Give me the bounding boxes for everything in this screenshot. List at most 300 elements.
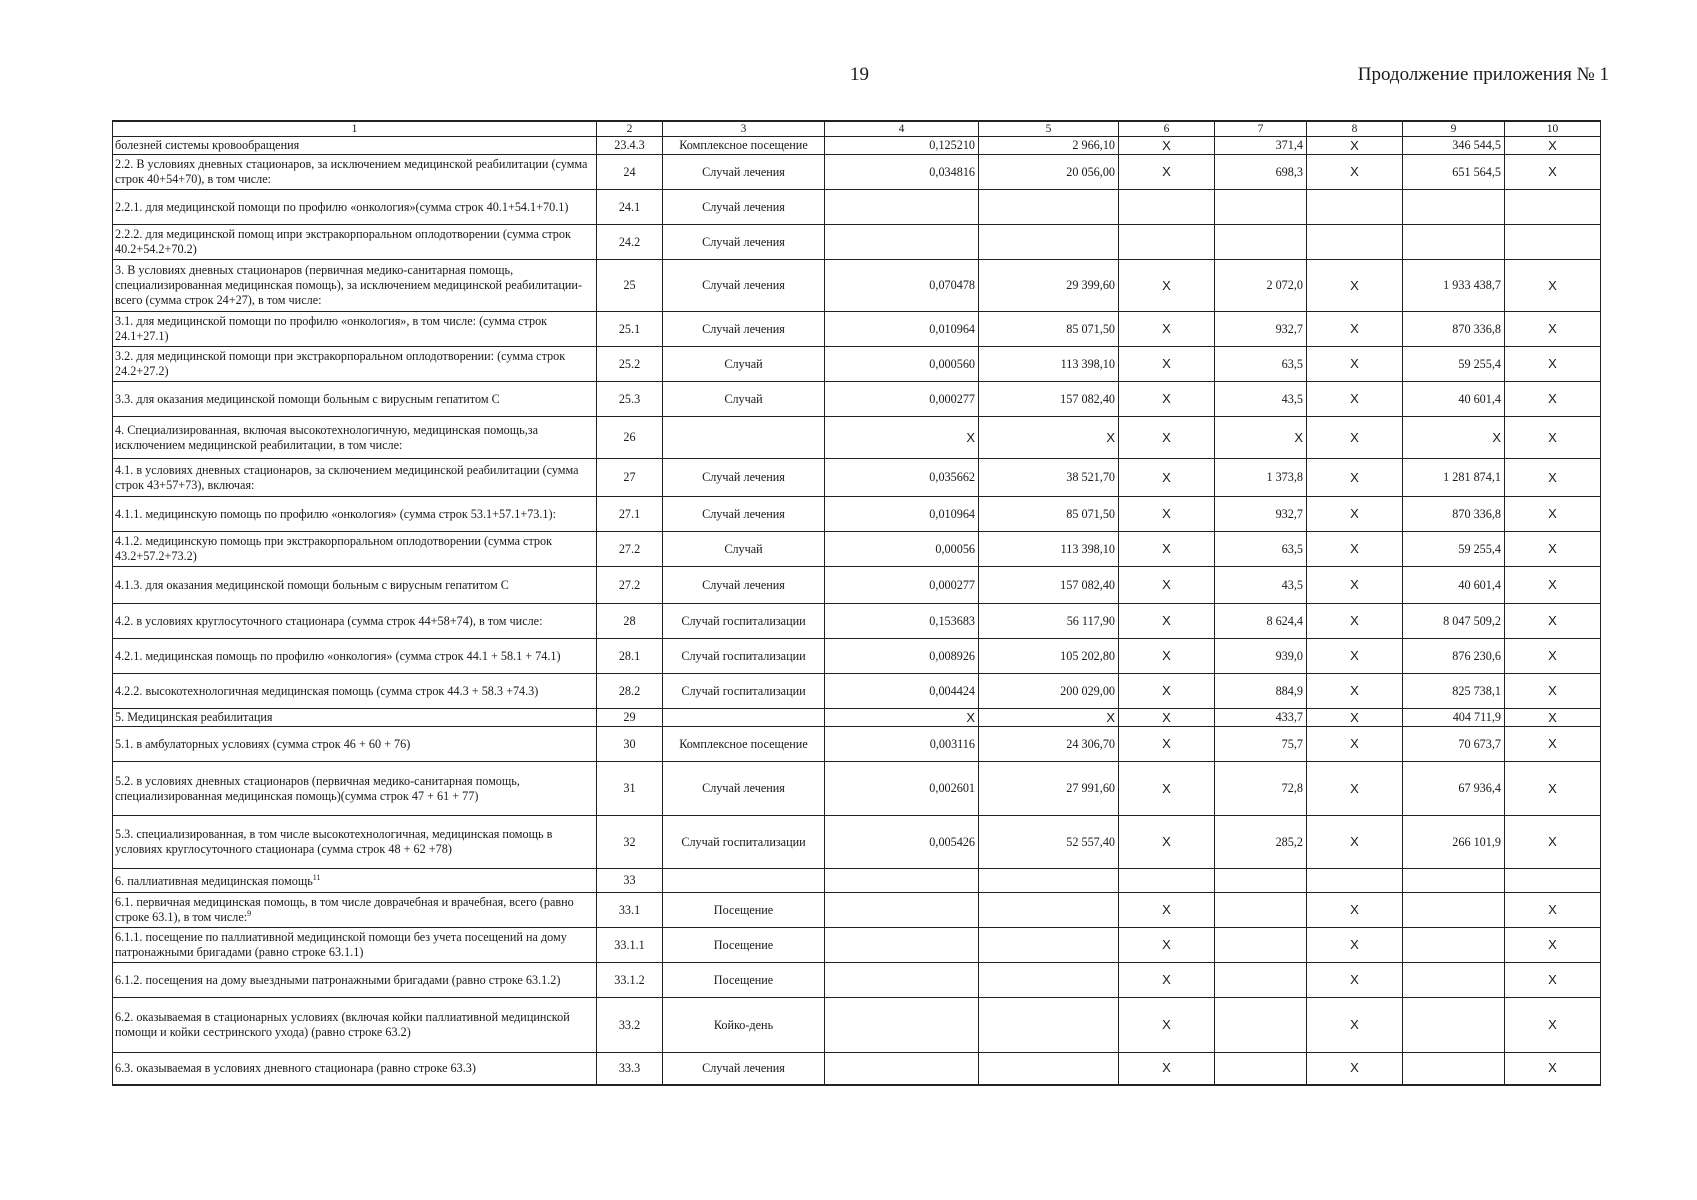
table-row	[113, 963, 1601, 998]
col4-cell: 0,00056	[825, 532, 979, 567]
col8-cell: X	[1307, 382, 1403, 417]
unit-cell: Случай	[663, 532, 825, 567]
col8-cell: X	[1307, 604, 1403, 639]
row-name-cell: 4.1. в условиях дневных стационаров, за сключением медицинской реабилитации (сумма строк 43+57+73), включая:	[113, 459, 597, 497]
col8-cell: X	[1307, 347, 1403, 382]
table-row	[113, 639, 1601, 674]
row-number-cell: 33.3	[597, 1053, 663, 1085]
col5-cell: 27 991,60	[979, 762, 1119, 816]
col7-cell: 698,3	[1215, 155, 1307, 190]
row-number-cell: 29	[597, 709, 663, 727]
col5-cell	[979, 928, 1119, 963]
row-name-cell: 6.2. оказываемая в стационарных условиях (включая койки паллиативной медицинской помощи и койки сестринского ухода) (равно строке 63.2)	[113, 998, 597, 1053]
col4-cell: X	[825, 709, 979, 727]
unit-cell: Случай госпитализации	[663, 639, 825, 674]
row-name-cell	[113, 893, 597, 928]
col4-cell	[825, 225, 979, 260]
unit-cell	[663, 869, 825, 893]
row-number-cell: 30	[597, 727, 663, 762]
col10-cell: X	[1505, 639, 1601, 674]
col5-cell: 20 056,00	[979, 155, 1119, 190]
col10-cell: X	[1505, 727, 1601, 762]
unit-cell: Случай лечения	[663, 567, 825, 604]
table-row	[113, 532, 1601, 567]
table-row	[113, 674, 1601, 709]
row-name-cell: 4.1.1. медицинскую помощь по профилю «онкология» (сумма строк 53.1+57.1+73.1):	[113, 497, 597, 532]
row-number-cell: 27	[597, 459, 663, 497]
col10-cell: X	[1505, 347, 1601, 382]
col7-cell: 2 072,0	[1215, 260, 1307, 312]
table-row	[113, 816, 1601, 869]
col10-cell: X	[1505, 567, 1601, 604]
row-number-cell: 25	[597, 260, 663, 312]
col6-cell: X	[1119, 459, 1215, 497]
col5-cell: 29 399,60	[979, 260, 1119, 312]
col7-cell	[1215, 928, 1307, 963]
row-number-cell: 25.3	[597, 382, 663, 417]
col9-cell: 346 544,5	[1403, 137, 1505, 155]
col4-cell: 0,003116	[825, 727, 979, 762]
col5-cell: 85 071,50	[979, 497, 1119, 532]
col6-cell: X	[1119, 567, 1215, 604]
col8-cell: X	[1307, 532, 1403, 567]
row-number-cell: 28.1	[597, 639, 663, 674]
col7-cell: 433,7	[1215, 709, 1307, 727]
col10-cell: X	[1505, 816, 1601, 869]
unit-cell: Посещение	[663, 893, 825, 928]
col6-cell: X	[1119, 260, 1215, 312]
col8-cell: X	[1307, 928, 1403, 963]
col7-cell: X	[1215, 417, 1307, 459]
col4-cell: X	[825, 417, 979, 459]
col9-cell: 870 336,8	[1403, 312, 1505, 347]
row-number-cell: 28.2	[597, 674, 663, 709]
col7-cell: 43,5	[1215, 382, 1307, 417]
col7-cell: 932,7	[1215, 312, 1307, 347]
col10-cell: X	[1505, 963, 1601, 998]
col5-cell: 105 202,80	[979, 639, 1119, 674]
row-name-cell: 5. Медицинская реабилитация	[113, 709, 597, 727]
col6-cell: X	[1119, 347, 1215, 382]
row-number-cell: 26	[597, 417, 663, 459]
table-row	[113, 347, 1601, 382]
data-table	[112, 120, 1601, 1086]
col5-cell	[979, 190, 1119, 225]
col8-cell	[1307, 869, 1403, 893]
row-number-cell: 31	[597, 762, 663, 816]
unit-cell: Случай госпитализации	[663, 674, 825, 709]
col9-cell	[1403, 1053, 1505, 1085]
col9-cell: 8 047 509,2	[1403, 604, 1505, 639]
col8-cell: X	[1307, 260, 1403, 312]
col4-cell	[825, 928, 979, 963]
col7-cell: 884,9	[1215, 674, 1307, 709]
unit-cell: Случай госпитализации	[663, 604, 825, 639]
col8-cell: X	[1307, 312, 1403, 347]
col6-cell: X	[1119, 1053, 1215, 1085]
row-number-cell: 33.1	[597, 893, 663, 928]
col10-cell: X	[1505, 762, 1601, 816]
row-number-cell: 33.1.2	[597, 963, 663, 998]
col10-cell: X	[1505, 155, 1601, 190]
col4-cell: 0,004424	[825, 674, 979, 709]
row-name-cell: 4.1.2. медицинскую помощь при экстракорпоральном оплодотворении (сумма строк 43.2+57.2+73.2)	[113, 532, 597, 567]
col8-cell: X	[1307, 155, 1403, 190]
col4-cell	[825, 190, 979, 225]
column-number-header: 5	[979, 121, 1119, 137]
col10-cell: X	[1505, 497, 1601, 532]
col6-cell: X	[1119, 639, 1215, 674]
unit-cell: Случай	[663, 382, 825, 417]
col6-cell: X	[1119, 762, 1215, 816]
col4-cell	[825, 893, 979, 928]
column-number-header: 4	[825, 121, 979, 137]
unit-cell: Случай лечения	[663, 497, 825, 532]
row-name-cell: 6.3. оказываемая в условиях дневного стационара (равно строке 63.3)	[113, 1053, 597, 1085]
col10-cell: X	[1505, 137, 1601, 155]
col4-cell: 0,008926	[825, 639, 979, 674]
row-name-cell: 3.1. для медицинской помощи по профилю «онкология», в том числе: (сумма строк 24.1+27.1)	[113, 312, 597, 347]
col8-cell: X	[1307, 639, 1403, 674]
col5-cell: 2 966,10	[979, 137, 1119, 155]
column-number-header: 10	[1505, 121, 1601, 137]
row-number-cell: 23.4.3	[597, 137, 663, 155]
row-name-cell: 5.2. в условиях дневных стационаров (первичная медико-санитарная помощь, специализированная медицинская помощь)(сумма строк 47 + 61 + 77)	[113, 762, 597, 816]
table-row	[113, 998, 1601, 1053]
col9-cell: 404 711,9	[1403, 709, 1505, 727]
col6-cell: X	[1119, 963, 1215, 998]
col8-cell: X	[1307, 893, 1403, 928]
col10-cell: X	[1505, 1053, 1601, 1085]
table-row	[113, 727, 1601, 762]
col7-cell: 72,8	[1215, 762, 1307, 816]
col5-cell: 85 071,50	[979, 312, 1119, 347]
col9-cell: 651 564,5	[1403, 155, 1505, 190]
col4-cell: 0,000560	[825, 347, 979, 382]
col6-cell: X	[1119, 417, 1215, 459]
col5-cell	[979, 893, 1119, 928]
table-row	[113, 1053, 1601, 1085]
unit-cell: Комплексное посещение	[663, 727, 825, 762]
column-number-header: 9	[1403, 121, 1505, 137]
table-row	[113, 137, 1601, 155]
footnote-marker: 9	[247, 909, 252, 919]
table-row	[113, 155, 1601, 190]
col4-cell: 0,153683	[825, 604, 979, 639]
col5-cell: X	[979, 709, 1119, 727]
row-name-cell: болезней системы кровообращения	[113, 137, 597, 155]
col7-cell: 75,7	[1215, 727, 1307, 762]
row-name-cell: 4.1.3. для оказания медицинской помощи больным с вирусным гепатитом С	[113, 567, 597, 604]
col8-cell: X	[1307, 816, 1403, 869]
table-row	[113, 260, 1601, 312]
col7-cell	[1215, 998, 1307, 1053]
col5-cell	[979, 963, 1119, 998]
col8-cell	[1307, 225, 1403, 260]
col4-cell	[825, 998, 979, 1053]
col4-cell: 0,010964	[825, 497, 979, 532]
col6-cell: X	[1119, 727, 1215, 762]
col4-cell: 0,000277	[825, 567, 979, 604]
table-row	[113, 312, 1601, 347]
col10-cell	[1505, 225, 1601, 260]
col5-cell: 56 117,90	[979, 604, 1119, 639]
table-header-row	[113, 121, 1601, 137]
table-row	[113, 567, 1601, 604]
page-number: 19	[850, 64, 869, 85]
col4-cell: 0,002601	[825, 762, 979, 816]
row-number-cell: 33	[597, 869, 663, 893]
unit-cell: Случай лечения	[663, 312, 825, 347]
col5-cell	[979, 1053, 1119, 1085]
col8-cell: X	[1307, 674, 1403, 709]
col5-cell	[979, 225, 1119, 260]
unit-cell: Случай лечения	[663, 762, 825, 816]
row-name-cell: 4. Специализированная, включая высокотехнологичную, медицинская помощь,за исключением медицинской реабилитации, в том числе:	[113, 417, 597, 459]
col6-cell: X	[1119, 137, 1215, 155]
row-name-cell: 3.3. для оказания медицинской помощи больным с вирусным гепатитом С	[113, 382, 597, 417]
col10-cell: X	[1505, 382, 1601, 417]
unit-cell: Случай госпитализации	[663, 816, 825, 869]
col10-cell	[1505, 190, 1601, 225]
col5-cell	[979, 869, 1119, 893]
unit-cell	[663, 709, 825, 727]
row-number-cell: 25.2	[597, 347, 663, 382]
col9-cell: 876 230,6	[1403, 639, 1505, 674]
col7-cell	[1215, 225, 1307, 260]
col9-cell: 1 933 438,7	[1403, 260, 1505, 312]
col6-cell: X	[1119, 816, 1215, 869]
col9-cell: 59 255,4	[1403, 347, 1505, 382]
col9-cell: 266 101,9	[1403, 816, 1505, 869]
col7-cell: 371,4	[1215, 137, 1307, 155]
col10-cell: X	[1505, 459, 1601, 497]
row-name-cell: 2.2. В условиях дневных стационаров, за исключением медицинской реабилитации (сумма строк 40+54+70), в том числе:	[113, 155, 597, 190]
col10-cell: X	[1505, 998, 1601, 1053]
col4-cell: 0,070478	[825, 260, 979, 312]
table-row	[113, 893, 1601, 928]
col9-cell: 40 601,4	[1403, 382, 1505, 417]
col10-cell: X	[1505, 604, 1601, 639]
col5-cell: 38 521,70	[979, 459, 1119, 497]
col10-cell: X	[1505, 674, 1601, 709]
unit-cell	[663, 417, 825, 459]
col7-cell: 63,5	[1215, 347, 1307, 382]
col6-cell	[1119, 869, 1215, 893]
col6-cell: X	[1119, 382, 1215, 417]
col6-cell	[1119, 225, 1215, 260]
row-number-cell: 27.1	[597, 497, 663, 532]
appendix-continuation-note: Продолжение приложения № 1	[1357, 64, 1609, 85]
col10-cell: X	[1505, 312, 1601, 347]
col7-cell	[1215, 893, 1307, 928]
table-row	[113, 459, 1601, 497]
col8-cell: X	[1307, 497, 1403, 532]
row-number-cell: 24.1	[597, 190, 663, 225]
row-name-cell: 4.2.1. медицинская помощь по профилю «онкология» (сумма строк 44.1 + 58.1 + 74.1)	[113, 639, 597, 674]
row-number-cell: 27.2	[597, 532, 663, 567]
row-name-cell: 4.2.2. высокотехнологичная медицинская помощь (сумма строк 44.3 + 58.3 +74.3)	[113, 674, 597, 709]
row-name-cell: 3.2. для медицинской помощи при экстракорпоральном оплодотворении: (сумма строк 24.2+27.2)	[113, 347, 597, 382]
col7-cell	[1215, 963, 1307, 998]
row-number-cell: 24.2	[597, 225, 663, 260]
col6-cell: X	[1119, 155, 1215, 190]
col9-cell: 67 936,4	[1403, 762, 1505, 816]
col5-cell: 157 082,40	[979, 382, 1119, 417]
unit-cell: Случай лечения	[663, 155, 825, 190]
col4-cell: 0,035662	[825, 459, 979, 497]
row-name-text: 6.1. первичная медицинская помощь, в том числе доврачебная и врачебная, всего (равно строке 63.1), в том числе:	[115, 894, 574, 925]
col4-cell: 0,010964	[825, 312, 979, 347]
col9-cell	[1403, 998, 1505, 1053]
col10-cell: X	[1505, 893, 1601, 928]
col7-cell: 932,7	[1215, 497, 1307, 532]
col10-cell: X	[1505, 417, 1601, 459]
unit-cell: Случай лечения	[663, 190, 825, 225]
col7-cell	[1215, 190, 1307, 225]
unit-cell: Койко-день	[663, 998, 825, 1053]
col5-cell: 113 398,10	[979, 532, 1119, 567]
col8-cell: X	[1307, 137, 1403, 155]
unit-cell: Комплексное посещение	[663, 137, 825, 155]
col5-cell: 113 398,10	[979, 347, 1119, 382]
col4-cell: 0,125210	[825, 137, 979, 155]
unit-cell: Случай	[663, 347, 825, 382]
col6-cell: X	[1119, 893, 1215, 928]
unit-cell: Случай лечения	[663, 260, 825, 312]
col7-cell	[1215, 1053, 1307, 1085]
table-row	[113, 417, 1601, 459]
col5-cell: 52 557,40	[979, 816, 1119, 869]
table-row	[113, 497, 1601, 532]
row-number-cell: 33.1.1	[597, 928, 663, 963]
col8-cell: X	[1307, 567, 1403, 604]
col5-cell	[979, 998, 1119, 1053]
table-row	[113, 190, 1601, 225]
unit-cell: Посещение	[663, 963, 825, 998]
col6-cell: X	[1119, 709, 1215, 727]
col4-cell	[825, 963, 979, 998]
col9-cell: X	[1403, 417, 1505, 459]
footnote-marker: 11	[312, 872, 321, 882]
col9-cell	[1403, 893, 1505, 928]
col7-cell: 43,5	[1215, 567, 1307, 604]
row-name-cell: 5.1. в амбулаторных условиях (сумма строк 46 + 60 + 76)	[113, 727, 597, 762]
row-name-cell: 6.1.1. посещение по паллиативной медицинской помощи без учета посещений на дому патронажными бригадами (равно строке 63.1.1)	[113, 928, 597, 963]
table-row	[113, 709, 1601, 727]
col8-cell: X	[1307, 1053, 1403, 1085]
column-number-header: 6	[1119, 121, 1215, 137]
table-row	[113, 869, 1601, 893]
row-name-cell: 3. В условиях дневных стационаров (первичная медико-санитарная помощь, специализированная медицинская помощь), за исключением медицинской реабилитации-всего (сумма строк 24+27), в том числе:	[113, 260, 597, 312]
table-row	[113, 382, 1601, 417]
col8-cell: X	[1307, 998, 1403, 1053]
col9-cell	[1403, 190, 1505, 225]
col6-cell: X	[1119, 604, 1215, 639]
col9-cell: 70 673,7	[1403, 727, 1505, 762]
col10-cell: X	[1505, 709, 1601, 727]
row-name-cell	[113, 869, 597, 893]
unit-cell: Случай лечения	[663, 225, 825, 260]
col6-cell: X	[1119, 497, 1215, 532]
column-number-header: 7	[1215, 121, 1307, 137]
unit-cell: Случай лечения	[663, 459, 825, 497]
col5-cell: 24 306,70	[979, 727, 1119, 762]
col9-cell	[1403, 869, 1505, 893]
col9-cell: 870 336,8	[1403, 497, 1505, 532]
col9-cell: 1 281 874,1	[1403, 459, 1505, 497]
col7-cell: 1 373,8	[1215, 459, 1307, 497]
row-name-text: 6. паллиативная медицинская помощь	[115, 873, 313, 888]
col10-cell: X	[1505, 928, 1601, 963]
table-row	[113, 928, 1601, 963]
col7-cell: 8 624,4	[1215, 604, 1307, 639]
col9-cell	[1403, 928, 1505, 963]
col5-cell: 200 029,00	[979, 674, 1119, 709]
col7-cell: 939,0	[1215, 639, 1307, 674]
col7-cell: 285,2	[1215, 816, 1307, 869]
row-name-cell: 2.2.1. для медицинской помощи по профилю «онкология»(сумма строк 40.1+54.1+70.1)	[113, 190, 597, 225]
col6-cell: X	[1119, 674, 1215, 709]
col10-cell: X	[1505, 532, 1601, 567]
col9-cell: 40 601,4	[1403, 567, 1505, 604]
col9-cell	[1403, 225, 1505, 260]
col6-cell: X	[1119, 312, 1215, 347]
col4-cell	[825, 1053, 979, 1085]
col4-cell	[825, 869, 979, 893]
row-number-cell: 25.1	[597, 312, 663, 347]
col9-cell: 59 255,4	[1403, 532, 1505, 567]
col9-cell: 825 738,1	[1403, 674, 1505, 709]
col6-cell	[1119, 190, 1215, 225]
col8-cell: X	[1307, 709, 1403, 727]
row-number-cell: 27.2	[597, 567, 663, 604]
col6-cell: X	[1119, 532, 1215, 567]
row-number-cell: 28	[597, 604, 663, 639]
col8-cell	[1307, 190, 1403, 225]
table-row	[113, 762, 1601, 816]
row-name-cell: 4.2. в условиях круглосуточного стационара (сумма строк 44+58+74), в том числе:	[113, 604, 597, 639]
col4-cell: 0,034816	[825, 155, 979, 190]
unit-cell: Случай лечения	[663, 1053, 825, 1085]
row-number-cell: 33.2	[597, 998, 663, 1053]
col10-cell: X	[1505, 260, 1601, 312]
col10-cell	[1505, 869, 1601, 893]
column-number-header: 8	[1307, 121, 1403, 137]
column-number-header: 1	[113, 121, 597, 137]
table-row	[113, 225, 1601, 260]
col8-cell: X	[1307, 417, 1403, 459]
column-number-header: 2	[597, 121, 663, 137]
col6-cell: X	[1119, 998, 1215, 1053]
col7-cell	[1215, 869, 1307, 893]
row-number-cell: 32	[597, 816, 663, 869]
col4-cell: 0,005426	[825, 816, 979, 869]
col6-cell: X	[1119, 928, 1215, 963]
col9-cell	[1403, 963, 1505, 998]
row-name-cell: 6.1.2. посещения на дому выездными патронажными бригадами (равно строке 63.1.2)	[113, 963, 597, 998]
col5-cell: X	[979, 417, 1119, 459]
row-number-cell: 24	[597, 155, 663, 190]
col5-cell: 157 082,40	[979, 567, 1119, 604]
col8-cell: X	[1307, 963, 1403, 998]
col8-cell: X	[1307, 459, 1403, 497]
col7-cell: 63,5	[1215, 532, 1307, 567]
col4-cell: 0,000277	[825, 382, 979, 417]
unit-cell: Посещение	[663, 928, 825, 963]
row-name-cell: 2.2.2. для медицинской помощ ипри экстракорпоральном оплодотворении (сумма строк 40.2+54.2+70.2)	[113, 225, 597, 260]
column-number-header: 3	[663, 121, 825, 137]
